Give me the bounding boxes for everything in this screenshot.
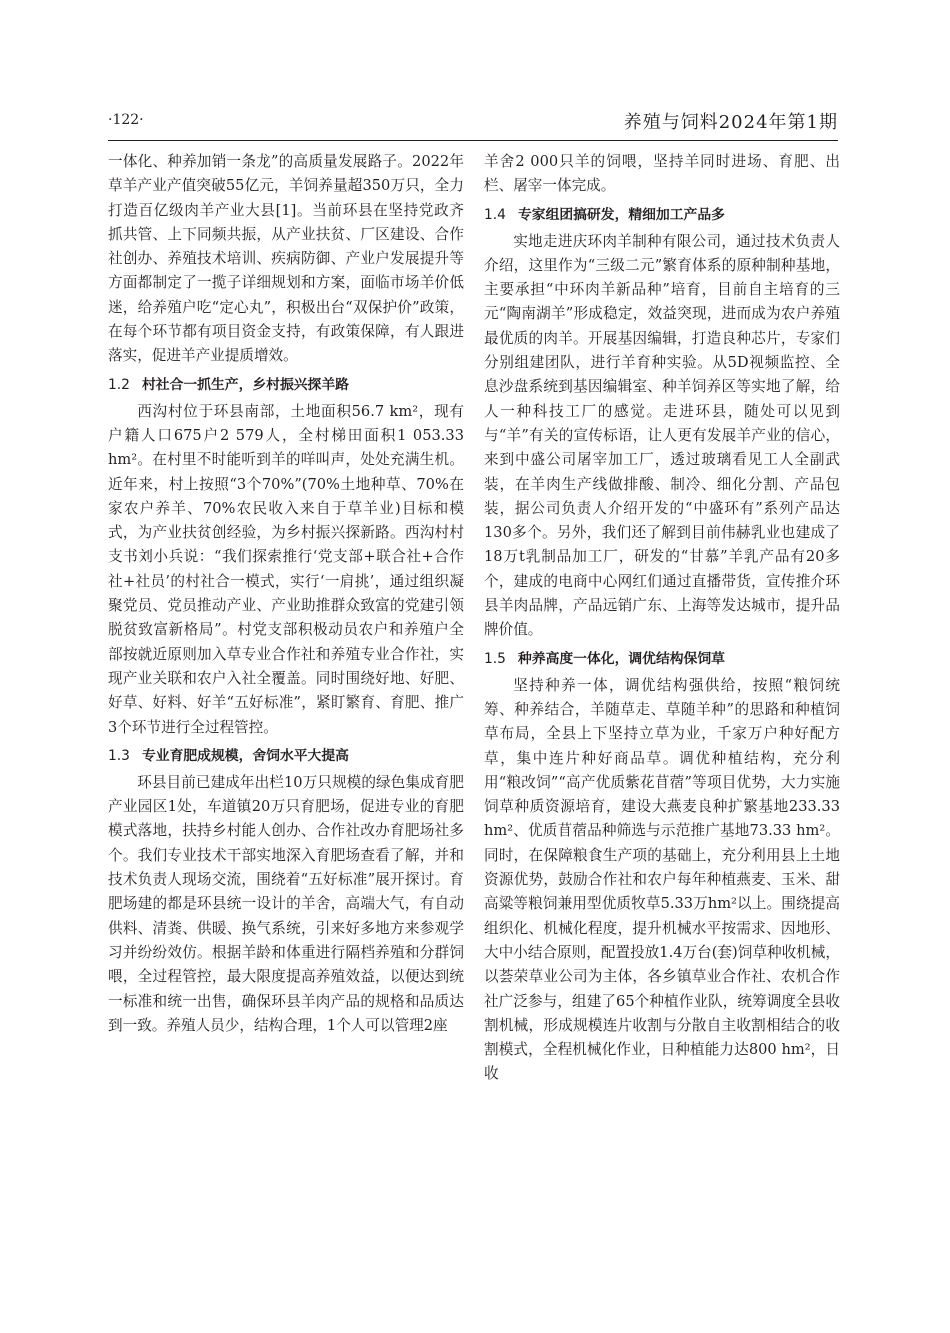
section-number: 1.2 xyxy=(108,376,130,393)
section-1-4-paragraph: 实地走进庆环肉羊制种有限公司，通过技术负责人介绍，这里作为“三级二元”繁育体系的原种制种基地，主要承担“中环肉羊新品种”培育，目前自主培育的三元“陶南湖羊”形成稳定，效益突现，进而成为农户养殖最优质的肉羊。开展基因编辑，打造良种芯片，专家们分别组建团队，进行羊育种实验。从5D视频监控、全息沙盘系统到基因编辑室、种羊饲养区等实地了解，给人一种科技工厂的感觉。走进环县，随处可以见到与“羊”有关的宣传标语，让人更有发展羊产业的信心，来到中盛公司屠宰加工厂，透过玻璃看见工人全副武装，在羊肉生产线做排酸、制冷、细化分割、产品包装，据公司负责人介绍开发的“中盛环有”系列产品达130多个。另外，我们还了解到目前伟赫乳业也建成了18万t乳制品加工厂，研发的“甘慕”羊乳产品有20多个，建成的电商中心网红们通过直播带货，宣传推介环县羊肉品牌，产品远销广东、上海等发达城市，提升品牌价值。 xyxy=(484,232,840,639)
section-heading-1-3 xyxy=(108,744,464,768)
section-title: 专业育肥成规模，舍饲水平大提高 xyxy=(142,747,349,764)
section-heading-1-2 xyxy=(108,373,464,397)
page-number: ·122· xyxy=(108,112,144,128)
page-header xyxy=(108,108,838,138)
section-1-3-paragraph: 环县目前已建成年出栏10万只规模的绿色集成育肥产业园区1处，车道镇20万只育肥场，促进专业的育肥模式落地，扶持乡村能人创办、合作社改办育肥场社多个。我们专业技术干部实地深入育肥场查看了解，并和技术负责人现场交流，围绕着“五好标准”展开探讨。育肥场建的都是环县统一设计的羊舍，高端大气，有自动供料、清粪、供暖、换气系统，引来好多地方来参观学习并纷纷效仿。根据羊龄和体重进行隔档养殖和分群饲喂，全过程管控，最大限度提高养殖效益，以便达到统一标准和统一出售，确保环县羊肉产品的规格和品质达到一致。养殖人员少，结构合理，1个人可以管理2座 xyxy=(108,773,464,1034)
section-1-5-paragraph: 坚持种养一体，调优结构强供给，按照“粮饲统筹、种养结合，羊随草走、草随羊种”的思路和种植饲草布局，全县上下坚持立草为业，千家万户种好配方草，集中连片种好商品草。调优种植结构，充分利用“粮改饲”“高产优质紫花苜蓿”等项目优势，大力实施饲草种质资源培育，建设大燕麦良种扩繁基地233.33 hm²、优质苜蓿品种筛选与示范推广基地73.33 hm²。同时，在保障粮食生产项的基础上，充分利用县上土地资源优势，鼓励合作社和农户每年种植燕麦、玉米、甜高粱等粮饲兼用型优质牧草5.33万hm²以上。围绕提高组织化、机械化程度，提升机械水平按需求、因地形、大中小结合原则，配置投放1.4万台(套)饲草种收机械，以荟荣草业公司为主体，各乡镇草业合作社、农机合作社广泛参与，组建了65个种植作业队，统筹调度全县收割机械，形成规模连片收割与分散自主收割相结合的收割模式，全程机械化作业，日种植能力达800 hm²，日收 xyxy=(484,676,840,1083)
intro-paragraph: 一体化、种养加销一条龙”的高质量发展路子。2022年草羊产业产值突破55亿元，羊饲养量超350万只，全力打造百亿级肉羊产业大县[1]。当前环县在坚持党政齐抓共管、上下同频共振，从产业扶贫、厂区建设、合作社创办、养殖技术培训、疾病防御、产业户发展提升等方面都制定了一揽子详细规划和方案，面临市场羊价低迷，给养殖户吃“定心丸”，积极出台“双保护价”政策，在每个环节都有项目资金支持，有政策保障，有人跟进落实，促进羊产业提质增效。 xyxy=(108,153,464,365)
continued-paragraph: 羊舍2 000只羊的饲喂，坚持羊同时进场、育肥、出栏、屠宰一体完成。 xyxy=(484,153,840,195)
left-column xyxy=(108,150,464,1038)
section-title: 种养高度一体化，调优结构保饲草 xyxy=(518,650,725,667)
section-number: 1.5 xyxy=(484,650,506,667)
section-title: 专家组团搞研发，精细加工产品多 xyxy=(518,206,725,223)
section-heading-1-5 xyxy=(484,647,840,671)
section-title: 村社合一抓生产，乡村振兴探羊路 xyxy=(142,376,349,393)
section-number: 1.3 xyxy=(108,747,130,764)
right-column xyxy=(484,150,840,1087)
section-heading-1-4 xyxy=(484,203,840,227)
journal-title: 养殖与饲料2024年第1期 xyxy=(623,112,838,133)
header-rule xyxy=(108,140,838,141)
section-1-2-paragraph: 西沟村位于环县南部，土地面积56.7 km²，现有户籍人口675户2 579人，全村梯田面积1 053.33 hm²。在村里不时能听到羊的咩叫声，处处充满生机。近年来，村上按照“3个70%”(70%土地种草、70%在家农户养羊、70%农民收入来自于草羊业)目标和模式，为产业扶贫创经验，为乡村振兴探新路。西沟村村支书刘小兵说：“我们探索推行‘党支部+联合社+合作社+社员’的村社合一模式，实行‘一肩挑’，通过组织凝聚党员、党员推动产业、产业助推群众致富的党建引领脱贫致富新格局”。村党支部积极动员农户和养殖户全部按就近原则加入草专业合作社和养殖专业合作社，实现产业关联和农户入社全覆盖。同时围绕好地、好肥、好草、好料、好羊“五好标准”，紧盯繁育、育肥、推广3个环节进行全过程管控。 xyxy=(108,402,464,736)
section-number: 1.4 xyxy=(484,206,506,223)
